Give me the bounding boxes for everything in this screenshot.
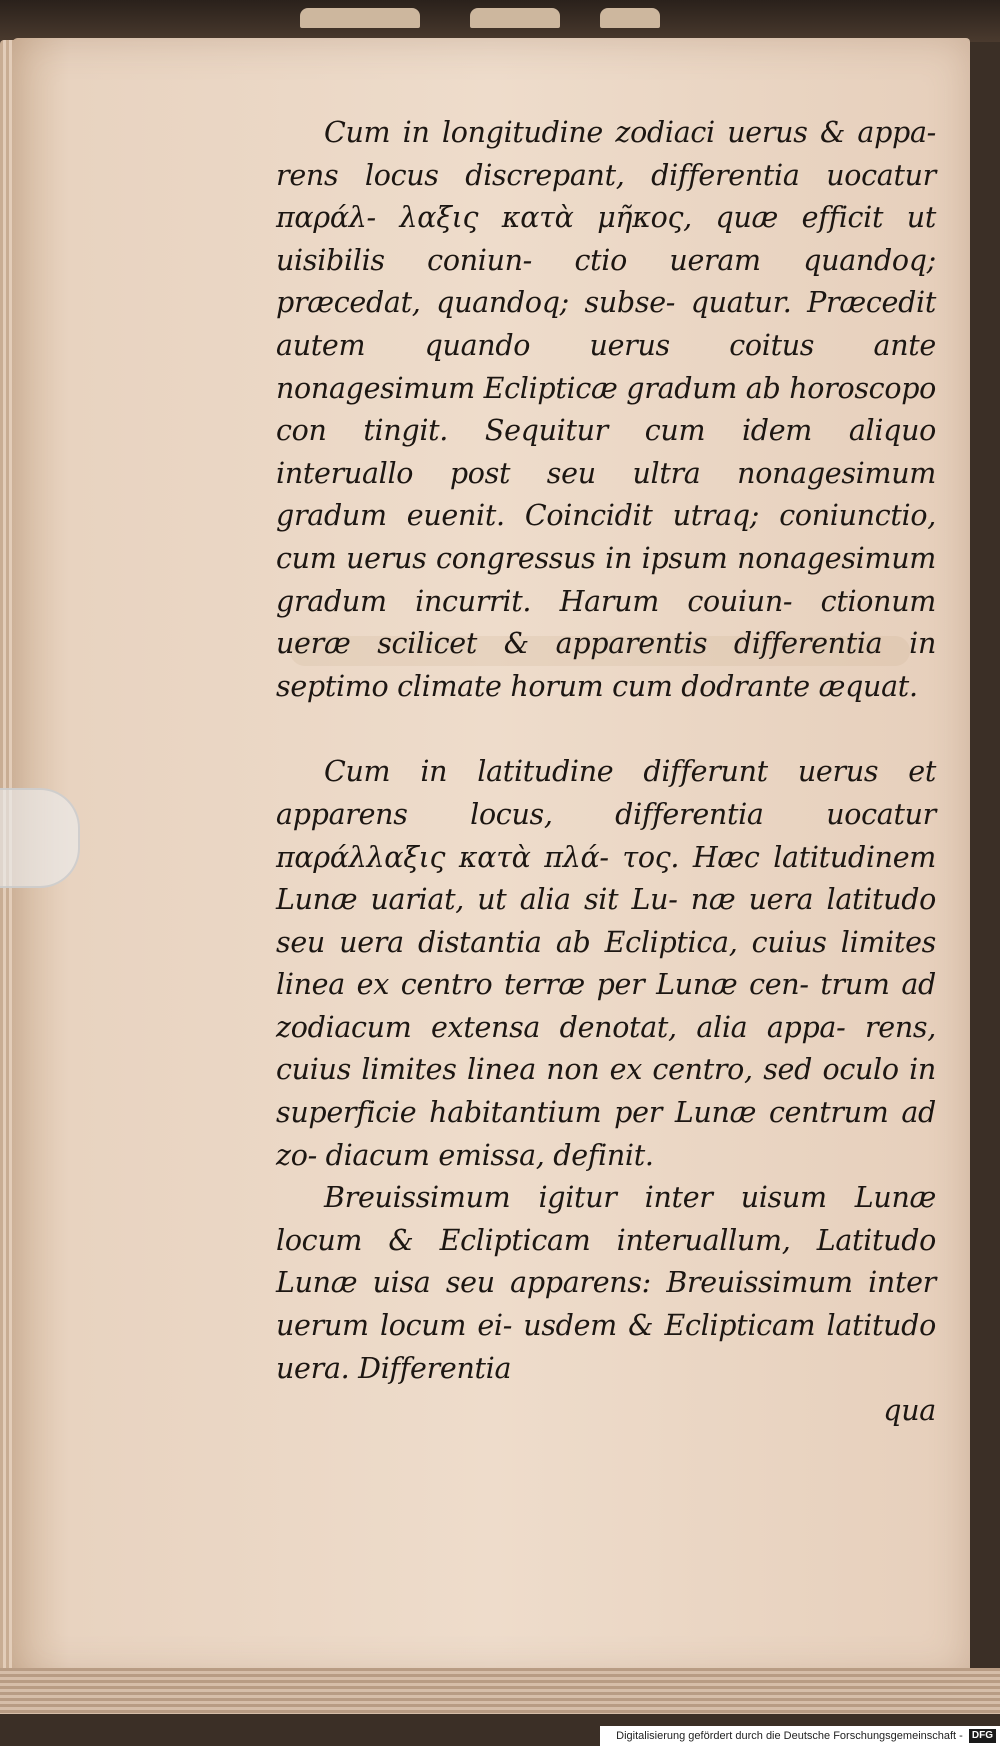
dfg-logo: DFG bbox=[969, 1729, 996, 1743]
torn-edge bbox=[470, 8, 560, 28]
digitization-footer bbox=[600, 1726, 1000, 1746]
page-text bbox=[276, 112, 936, 1433]
footer-text: Digitalisierung gefördert durch die Deutsche Forschungsgemeinschaft - bbox=[616, 1730, 963, 1742]
torn-edge bbox=[600, 8, 660, 28]
page-clip bbox=[0, 788, 80, 888]
paragraph-latitude: Cum in latitudine differunt uerus et apparens locus, differentia uocatur παράλλαξις κατὰ πλά- τος. Hæc latitudinem Lunæ uariat, ut alia sit Lu- næ uera latitudo seu uera distantia ab Ecliptica, cuius limites linea ex centro terræ per Lunæ cen- trum ad zodiacum extensa denotat, alia appa- rens, cuius limites linea non ex centro, sed oculo in superficie habitantium per Lunæ centrum ad zo- diacum emissa, definit. bbox=[276, 755, 936, 1172]
paragraph-breuissimum: Breuissimum igitur inter uisum Lunæ locum & Eclipticam interuallum, Latitudo Lunæ uisa seu apparens: Breuissimum inter uerum locum ei- usdem & Eclipticam latitudo uera. Differentia bbox=[276, 1181, 936, 1385]
torn-edge bbox=[300, 8, 420, 28]
book-top-edge bbox=[0, 0, 1000, 42]
book-bottom-edge bbox=[0, 1668, 1000, 1714]
paragraph-longitude: Cum in longitudine zodiaci uerus & appa- rens locus discrepant, differentia uocatur παράλ- λαξις κατὰ μῆκος, quæ efficit ut uisibilis coniun- ctio ueram quandoq; præcedat, quandoq; subse- quatur. Præcedit autem quando uerus coitus ante nonagesimum Eclipticæ gradum ab horoscopo con tingit. Sequitur cum idem aliquo interuallo post seu ultra nonagesimum gradum euenit. Coincidit utraq; coniunctio, cum uerus congressus in ipsum nonagesimum gradum incurrit. Harum couiun- ctionum ueræ scilicet & apparentis differentia in septimo climate horum cum dodrante æquat. bbox=[276, 116, 936, 703]
catchword: qua bbox=[883, 1394, 936, 1428]
